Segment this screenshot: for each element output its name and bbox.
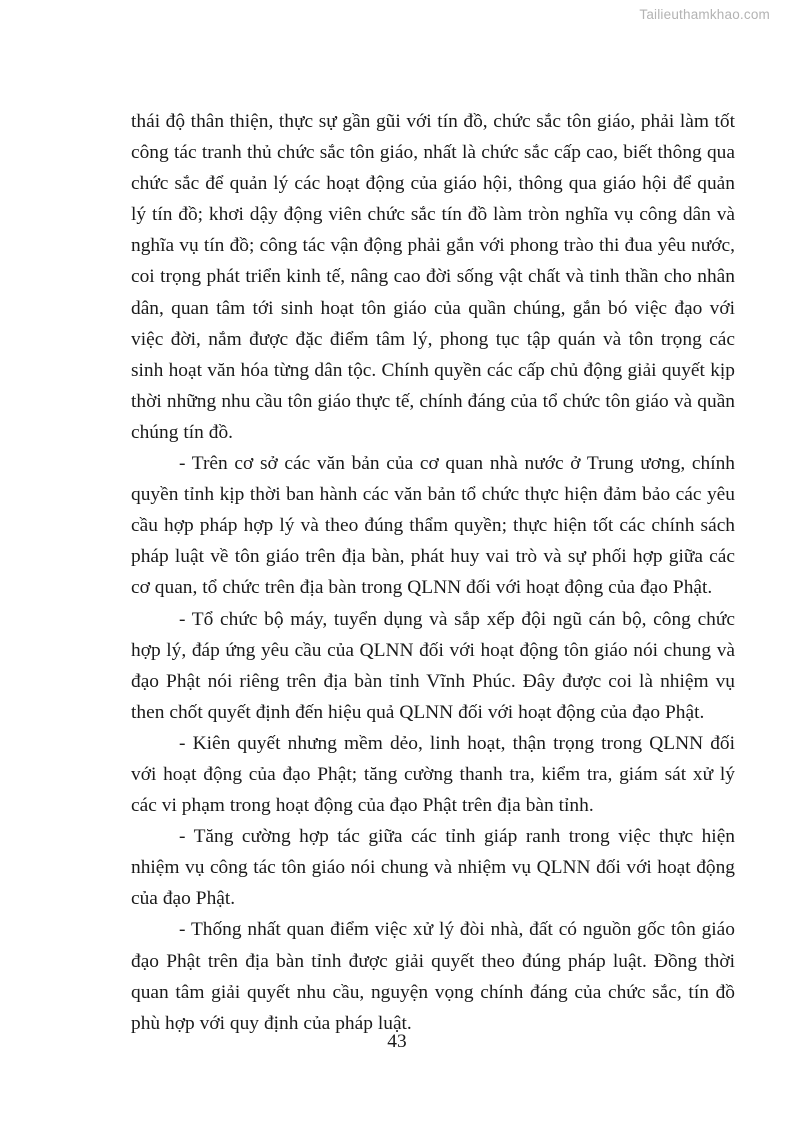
paragraph-3: - Tổ chức bộ máy, tuyển dụng và sắp xếp đội ngũ cán bộ, công chức hợp lý, đáp ứng yêu cầu của QLNN đối với hoạt động tôn giáo nói chung và đạo Phật nói riêng trên địa bàn tỉnh Vĩnh Phúc. Đây được coi là nhiệm vụ then chốt quyết định đến hiệu quả QLNN đối với hoạt động của đạo Phật.: [131, 608, 735, 723]
watermark-text: Tailieuthamkhao.com: [639, 7, 770, 22]
paragraph-5: - Tăng cường hợp tác giữa các tỉnh giáp ranh trong việc thực hiện nhiệm vụ công tác tôn giáo nói chung và nhiệm vụ QLNN đối với hoạt động của đạo Phật.: [131, 826, 735, 910]
page-number: 43: [387, 1031, 407, 1052]
document-body: [131, 106, 735, 1039]
paragraph-2: - Trên cơ sở các văn bản của cơ quan nhà nước ở Trung ương, chính quyền tỉnh kịp thời ban hành các văn bản tổ chức thực hiện đảm bảo các yêu cầu hợp pháp hợp lý và theo đúng thẩm quyền; thực hiện tốt các chính sách pháp luật về tôn giáo trên địa bàn, phát huy vai trò và sự phối hợp giữa các cơ quan, tổ chức trên địa bàn trong QLNN đối với hoạt động của đạo Phật.: [131, 453, 735, 599]
paragraph-6: - Thống nhất quan điểm việc xử lý đòi nhà, đất có nguồn gốc tôn giáo đạo Phật trên địa bàn tỉnh được giải quyết theo đúng pháp luật. Đồng thời quan tâm giải quyết nhu cầu, nguyện vọng chính đáng của chức sắc, tín đồ phù hợp với quy định của pháp luật.: [131, 919, 735, 1034]
paragraph-1: thái độ thân thiện, thực sự gần gũi với tín đồ, chức sắc tôn giáo, phải làm tốt công tác tranh thủ chức sắc tôn giáo, nhất là chức sắc cấp cao, biết thông qua chức sắc để quản lý các hoạt động của giáo hội, thông qua giáo hội để quản lý tín đồ; khơi dậy động viên chức sắc tín đồ làm tròn nghĩa vụ công dân và nghĩa vụ tín đồ; công tác vận động phải gắn với phong trào thi đua yêu nước, coi trọng phát triển kinh tế, nâng cao đời sống vật chất và tinh thần cho nhân dân, quan tâm tới sinh hoạt tôn giáo của quần chúng, gắn bó việc đạo với việc đời, nắm được đặc điểm tâm lý, phong tục tập quán và tôn trọng các sinh hoạt văn hóa từng dân tộc. Chính quyền các cấp chủ động giải quyết kịp thời những nhu cầu tôn giáo thực tế, chính đáng của tổ chức tôn giáo và quần chúng tín đồ.: [131, 111, 735, 443]
paragraph-4: - Kiên quyết nhưng mềm dẻo, linh hoạt, thận trọng trong QLNN đối với hoạt động của đạo Phật; tăng cường thanh tra, kiểm tra, giám sát xử lý các vi phạm trong hoạt động của đạo Phật trên địa bàn tỉnh.: [131, 732, 735, 817]
